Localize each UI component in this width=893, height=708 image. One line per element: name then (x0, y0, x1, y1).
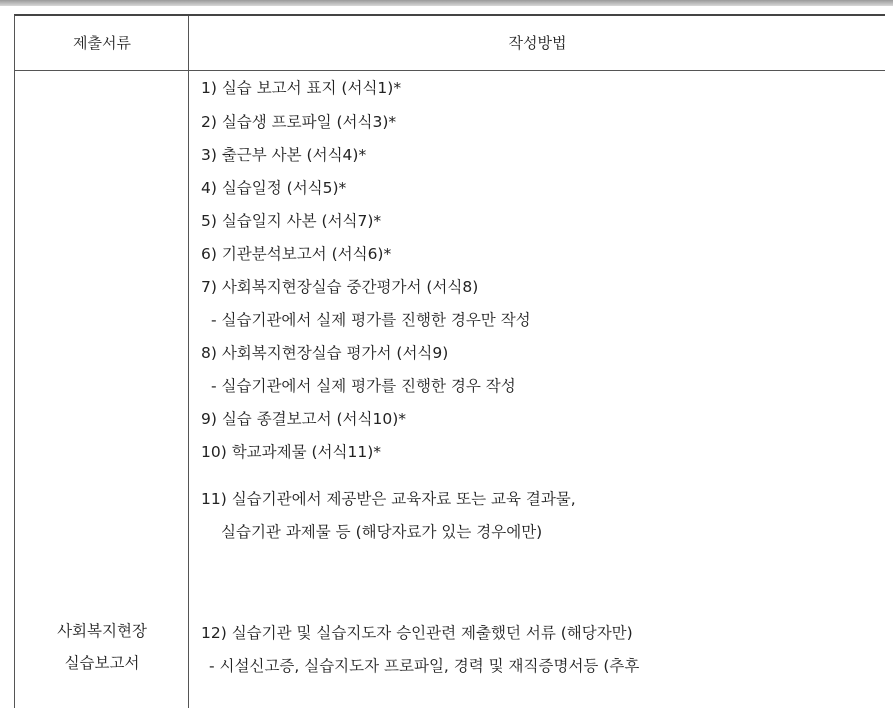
left-label-line-2: 실습보고서 (64, 654, 140, 672)
header-writing-method: 작성방법 (508, 34, 567, 52)
list-item-note: - 실습기관에서 실제 평가를 진행한 경우만 작성 (211, 311, 531, 329)
list-item: 5) 실습일지 사본 (서식7)* (201, 212, 382, 230)
list-item: 9) 실습 종결보고서 (서식10)* (201, 410, 407, 428)
list-item-note: - 시설신고증, 실습지도자 프로파일, 경력 및 재직증명서등 (추후 (209, 657, 640, 675)
list-item: 6) 기관분석보고서 (서식6)* (201, 245, 392, 263)
submission-table (14, 14, 885, 708)
list-item-continued: 실습기관 과제물 등 (해당자료가 있는 경우에만) (221, 523, 543, 541)
list-item: 3) 출근부 사본 (서식4)* (201, 146, 367, 164)
top-shadow-bar (0, 0, 893, 6)
list-item-note: - 실습기관에서 실제 평가를 진행한 경우 작성 (211, 377, 516, 395)
list-item: 2) 실습생 프로파일 (서식3)* (201, 113, 397, 131)
list-item: 4) 실습일정 (서식5)* (201, 179, 347, 197)
table-header-row (15, 16, 885, 71)
list-item: 10) 학교과제물 (서식11)* (201, 443, 382, 461)
left-label-line-1: 사회복지현장 (57, 622, 147, 640)
list-item: 11) 실습기관에서 제공받은 교육자료 또는 교육 결과물, (201, 490, 576, 508)
list-item: 7) 사회복지현장실습 중간평가서 (서식8) (201, 278, 479, 296)
column-divider (15, 16, 189, 708)
list-item: 8) 사회복지현장실습 평가서 (서식9) (201, 344, 449, 362)
list-item: 12) 실습기관 및 실습지도자 승인관련 제출했던 서류 (해당자만) (201, 624, 633, 642)
header-submitted-documents: 제출서류 (73, 34, 131, 52)
list-item: 1) 실습 보고서 표지 (서식1)* (201, 79, 402, 97)
